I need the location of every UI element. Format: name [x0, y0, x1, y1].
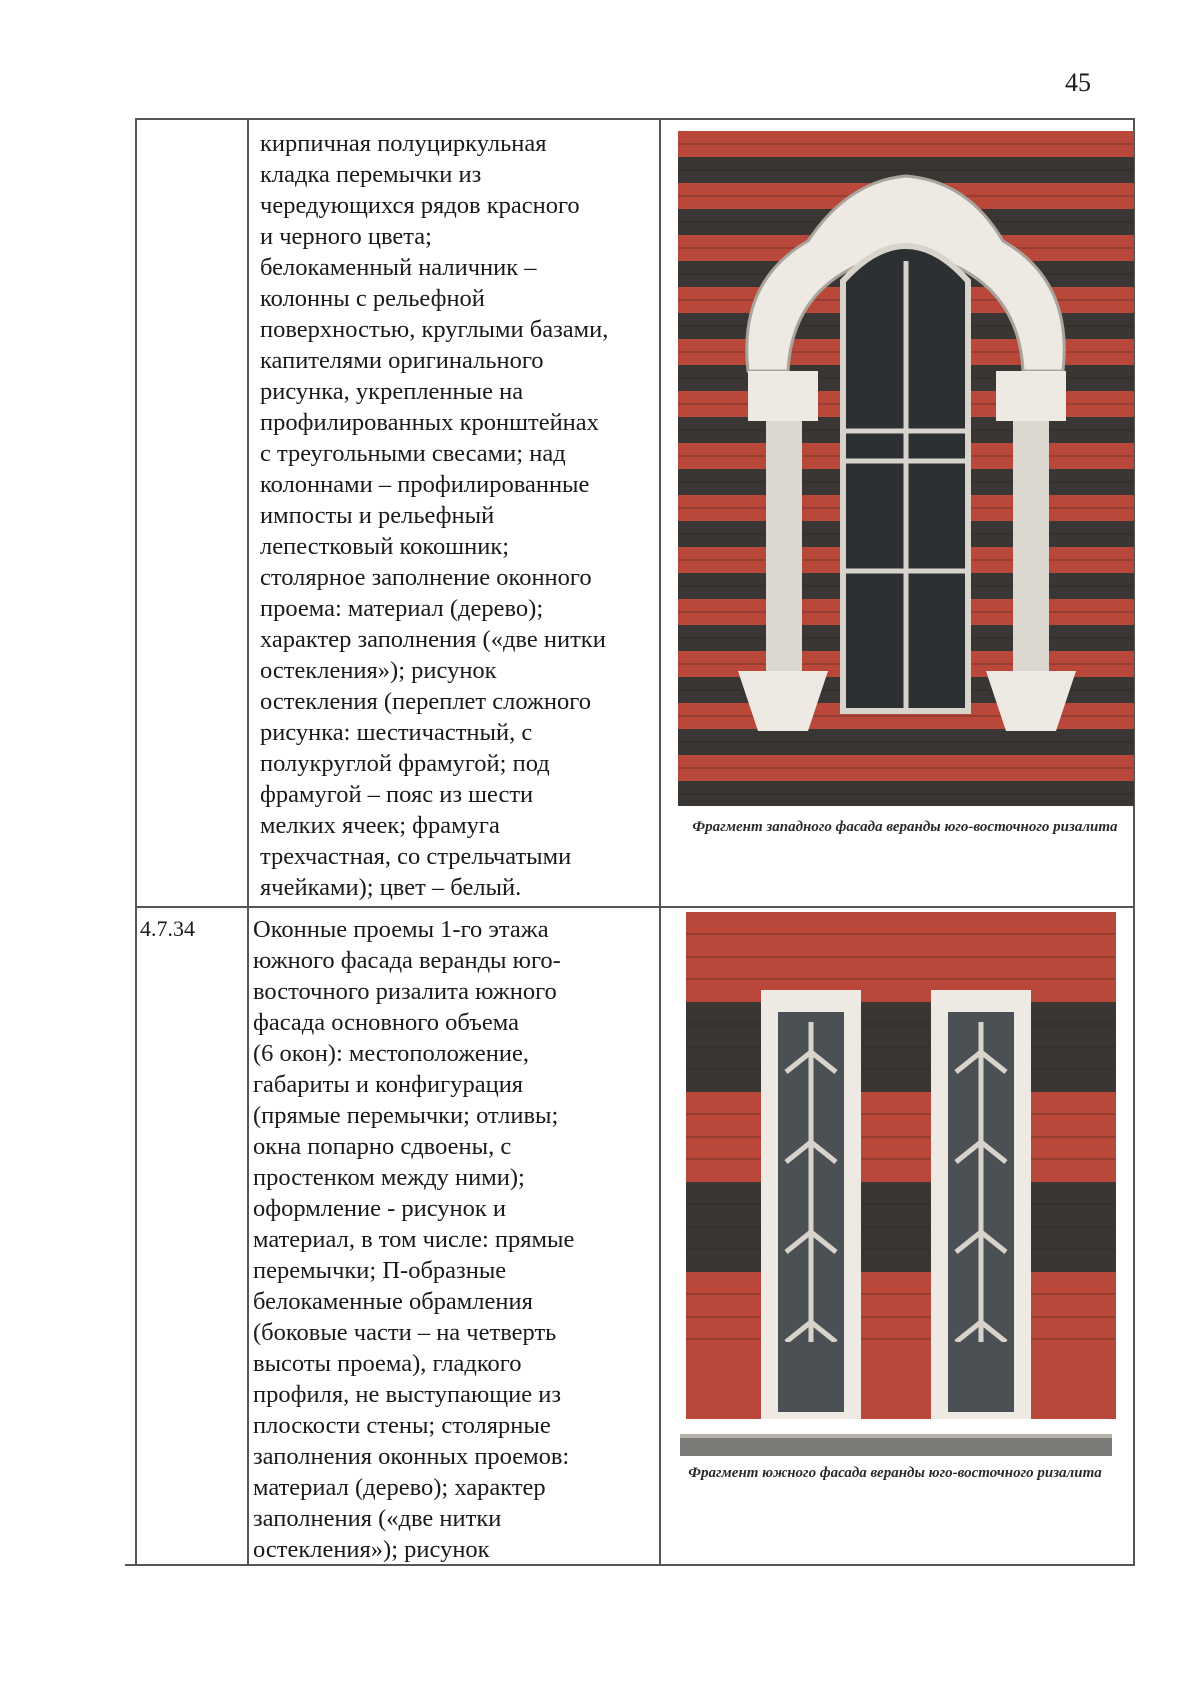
description-line: ячейками); цвет – белый. — [260, 874, 522, 901]
description-line: столярное заполнение оконного — [260, 564, 592, 591]
description-line: (боковые части – на четверть — [253, 1319, 557, 1346]
description-line: кирпичная полуциркульная — [260, 130, 547, 157]
left-capital — [748, 371, 818, 421]
description-line: поверхностью, круглыми базами, — [260, 316, 609, 343]
description-line: профиля, не выступающие из — [253, 1381, 562, 1408]
west-facade-window-photo — [678, 131, 1134, 806]
description-line: простенком между ними); — [253, 1164, 525, 1191]
description-line: плоскости стены; столярные — [253, 1412, 551, 1439]
photo-column-divider — [659, 118, 661, 1566]
description-line: рисунка, укрепленные на — [260, 378, 524, 405]
description-line: (прямые перемычки; отливы; — [253, 1102, 559, 1129]
description-line: заполнения оконных проемов: — [253, 1443, 570, 1470]
description-line: трехчастная, со стрельчатыми — [260, 843, 572, 870]
description-line: восточного ризалита южного — [253, 978, 557, 1005]
description-line: остекления»); рисунок — [253, 1536, 490, 1563]
description-line: кладка перемычки из — [260, 161, 482, 188]
description-line: остекления»); рисунок — [260, 657, 497, 684]
row-number: 4.7.34 — [140, 916, 195, 941]
description-line: полукруглой фрамугой; под — [260, 750, 550, 777]
left-column — [766, 421, 802, 671]
right-column — [1013, 421, 1049, 671]
page-number: 45 — [1065, 68, 1091, 97]
description-line: белокаменные обрамления — [253, 1288, 533, 1315]
description-line: оформление - рисунок и — [253, 1195, 507, 1222]
description-line: с треугольными свесами; над — [260, 440, 566, 467]
description-line: проема: материал (дерево); — [260, 595, 544, 622]
description-line: капителями оригинального — [260, 347, 544, 374]
description-line: окна попарно сдвоены, с — [253, 1133, 512, 1160]
paired-windows-illustration — [686, 912, 1116, 1419]
description-line: габариты и конфигурация — [253, 1071, 524, 1098]
description-line: (6 окон): местоположение, — [253, 1040, 529, 1067]
south-facade-windows-photo — [686, 912, 1116, 1419]
description-line: остекления (переплет сложного — [260, 688, 591, 715]
window-sill-strip — [680, 1434, 1112, 1456]
description-line: профилированных кронштейнах — [260, 409, 599, 436]
description-line: Оконные проемы 1-го этажа — [253, 916, 549, 943]
description-line: характер заполнения («две нитки — [260, 626, 606, 653]
photo-2-caption: Фрагмент южного фасада веранды юго-восточного ризалита — [688, 1465, 1102, 1481]
description-line: мелких ячеек; фрамуга — [260, 812, 500, 839]
description-line: фрамугой – пояс из шести — [260, 781, 534, 808]
arched-window-illustration — [678, 131, 1134, 806]
description-line: чередующихся рядов красного — [260, 192, 580, 219]
description-line: фасада основного объема — [253, 1009, 519, 1036]
description-line: колонны с рельефной — [260, 285, 485, 312]
description-line: колоннами – профилированные — [260, 471, 590, 498]
description-line: лепестковый кокошник; — [260, 533, 510, 560]
number-column-divider — [247, 118, 249, 1566]
photo-1-caption: Фрагмент западного фасада веранды юго-восточного ризалита — [692, 819, 1118, 835]
sill-strip-illustration — [680, 1434, 1112, 1456]
table-top-border — [135, 118, 1135, 120]
description-line: материал (дерево); характер — [253, 1474, 546, 1501]
description-line: заполнения («две нитки — [253, 1505, 502, 1532]
table-left-border — [135, 118, 137, 1566]
description-line: белокаменный наличник – — [260, 254, 537, 281]
row-separator — [135, 906, 1135, 908]
right-capital — [996, 371, 1066, 421]
description-line: рисунка: шестичастный, с — [260, 719, 533, 746]
description-line: импосты и рельефный — [260, 502, 495, 529]
description-line: высоты проема), гладкого — [253, 1350, 522, 1377]
brick-plinth — [686, 1342, 1116, 1419]
description-line: перемычки; П-образные — [253, 1257, 507, 1284]
description-line: южного фасада веранды юго- — [253, 947, 561, 974]
row-2-description — [253, 914, 574, 1565]
description-line: материал, в том числе: прямые — [253, 1226, 575, 1253]
row-1-description — [260, 128, 608, 903]
description-line: и черного цвета; — [260, 223, 432, 250]
